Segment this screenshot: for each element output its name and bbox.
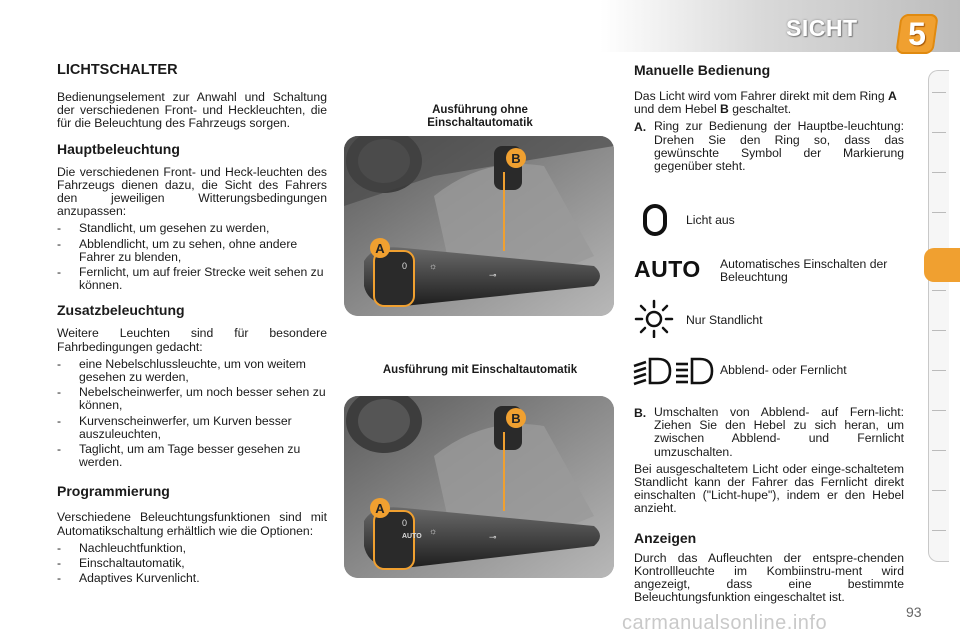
side-tab-divider: [932, 330, 946, 331]
photo-switch-without-auto: [344, 136, 614, 316]
item-a-label: A.: [634, 120, 647, 135]
list-item: - Adaptives Kurvenlicht.: [57, 572, 327, 585]
side-tab-divider: [932, 370, 946, 371]
heading-zusatzbeleuchtung: Zusatzbeleuchtung: [57, 302, 185, 319]
section-title: LICHTSCHALTER: [57, 62, 178, 78]
haupt-list: [57, 222, 327, 292]
marker-b: B: [511, 151, 521, 166]
prog-text: Verschiedene Beleuchtungsfunktionen sind mit Automatikschaltung erhältlich wie die Optionen:: [57, 510, 327, 538]
ring-auto-label: AUTO: [402, 533, 422, 540]
intro-part: und dem Hebel: [634, 102, 721, 117]
list-item: - Einschaltautomatik,: [57, 557, 327, 570]
icon-label-off: Licht aus: [686, 213, 735, 227]
icon-label-auto: Automatisches Einschalten der Beleuchtung: [720, 257, 888, 284]
side-tab-divider: [932, 450, 946, 451]
auto-icon: AUTO: [634, 256, 701, 282]
side-tab-divider: [932, 212, 946, 213]
watermark: carmanualsonline.info: [622, 612, 828, 634]
marker-a: A: [375, 241, 385, 256]
item-b: [634, 406, 904, 459]
item-a: [634, 120, 904, 173]
light-off-icon: [642, 204, 668, 236]
left-column: [57, 62, 327, 587]
chapter-number: 5: [908, 16, 926, 52]
intro-part: Das Licht wird vom Fahrer direkt mit dem Ring: [634, 89, 888, 103]
side-tab-divider: [932, 92, 946, 93]
heading-hauptbeleuchtung: Hauptbeleuchtung: [57, 140, 180, 157]
caption-bottom: Ausführung mit Einschaltautomatik: [382, 364, 578, 376]
svg-text:⊸: ⊸: [489, 270, 497, 280]
right-column-bottom: [634, 406, 904, 604]
right-column-top: [634, 62, 904, 173]
side-tab-active[interactable]: [924, 248, 960, 282]
intro-ring-ref: A: [887, 89, 897, 103]
svg-text:0: 0: [402, 518, 408, 528]
sidelight-icon: [634, 298, 674, 338]
chapter-badge: [895, 14, 939, 54]
intro-lever-ref: B: [720, 102, 729, 117]
page-title: SICHT: [786, 15, 858, 41]
zusatz-text: Weitere Leuchten sind für besondere Fahrbedingungen gedacht:: [57, 326, 327, 354]
item-b-label: B.: [634, 406, 647, 420]
svg-text:⊸: ⊸: [489, 532, 497, 542]
zusatz-list: [57, 358, 327, 470]
haupt-text: Die verschiedenen Front- und Heck-leuchten des Fahrzeugs dienen dazu, die Sicht des Fahrers den jeweiligen Witterungsbedingungen anzupassen:: [57, 164, 327, 219]
heading-anzeigen: Anzeigen: [634, 529, 697, 546]
caption-top-line2: Einschaltautomatik: [427, 117, 533, 129]
item-b-text: Umschalten von Abblend- auf Fern-licht: Ziehen Sie den Hebel zu sich heran, um zwischen Abblend- und Fernlicht umzuschalten.: [654, 405, 904, 459]
svg-text:☼: ☼: [429, 526, 438, 536]
svg-text:0: 0: [402, 261, 408, 271]
prog-list: [57, 542, 327, 586]
list-item: - Kurvenscheinwerfer, um Kurven besser auszuleuchten,: [57, 415, 327, 441]
side-tab-divider: [932, 530, 946, 531]
side-tab-divider: [932, 172, 946, 173]
heading-programmierung: Programmierung: [57, 483, 170, 500]
intro-text: Bedienungselement zur Anwahl und Schaltung der verschiedenen Front- und Heckleuchten, die für die Beleuchtung des Fahrzeugs sorgen.: [57, 90, 327, 131]
side-tab-divider: [932, 410, 946, 411]
caption-top: [380, 104, 580, 130]
list-item: - Taglicht, um am Tage besser gesehen zu werden.: [57, 443, 327, 469]
list-item: - Fernlicht, um auf freier Strecke weit sehen zu können.: [57, 266, 327, 292]
side-tab-divider: [932, 290, 946, 291]
icon-label-headlight: Abblend- oder Fernlicht: [720, 363, 847, 377]
anzeigen-text: Durch das Aufleuchten der entspre-chenden Kontrollleuchte im Kombiinstru-ment wird angezeigt, dass eine bestimmte Beleuchtungsfunktion eingeschaltet ist.: [634, 550, 904, 605]
marker-b: B: [511, 411, 521, 426]
list-item: - Nachleuchtfunktion,: [57, 542, 327, 555]
side-tab-divider: [932, 132, 946, 133]
off-text: Bei ausgeschaltetem Licht oder einge-schaltetem Standlicht kann der Fahrer das Fernlicht direkt einschalten ("Licht-hupe"), indem er den Hebel anzieht.: [634, 461, 904, 516]
list-item: - Abblendlicht, um zu sehen, ohne andere Fahrer zu blenden,: [57, 238, 327, 264]
caption-top-line1: Ausführung ohne: [432, 104, 528, 116]
icon-label-sidelight: Nur Standlicht: [686, 313, 763, 327]
manual-intro: [634, 90, 904, 116]
side-tab-divider: [932, 490, 946, 491]
photo-switch-with-auto: [344, 396, 614, 578]
intro-part: geschaltet.: [728, 102, 792, 117]
page-number: 93: [906, 604, 922, 620]
chapter-side-tabs: [928, 70, 949, 562]
item-a-text: Ring zur Bedienung der Hauptbe-leuchtung: Drehen Sie den Ring so, dass das gewünschte Symbol der Markierung gegenüber steht.: [654, 119, 904, 174]
headlight-icon: [632, 356, 714, 386]
list-item: - Standlicht, um gesehen zu werden,: [57, 222, 327, 235]
marker-a: A: [375, 501, 385, 516]
heading-manuelle-bedienung: Manuelle Bedienung: [634, 62, 771, 78]
list-item: - Nebelscheinwerfer, um noch besser sehen zu können,: [57, 386, 327, 412]
list-item: - eine Nebelschlussleuchte, um von weitem gesehen zu werden,: [57, 358, 327, 384]
svg-text:☼: ☼: [429, 261, 438, 271]
